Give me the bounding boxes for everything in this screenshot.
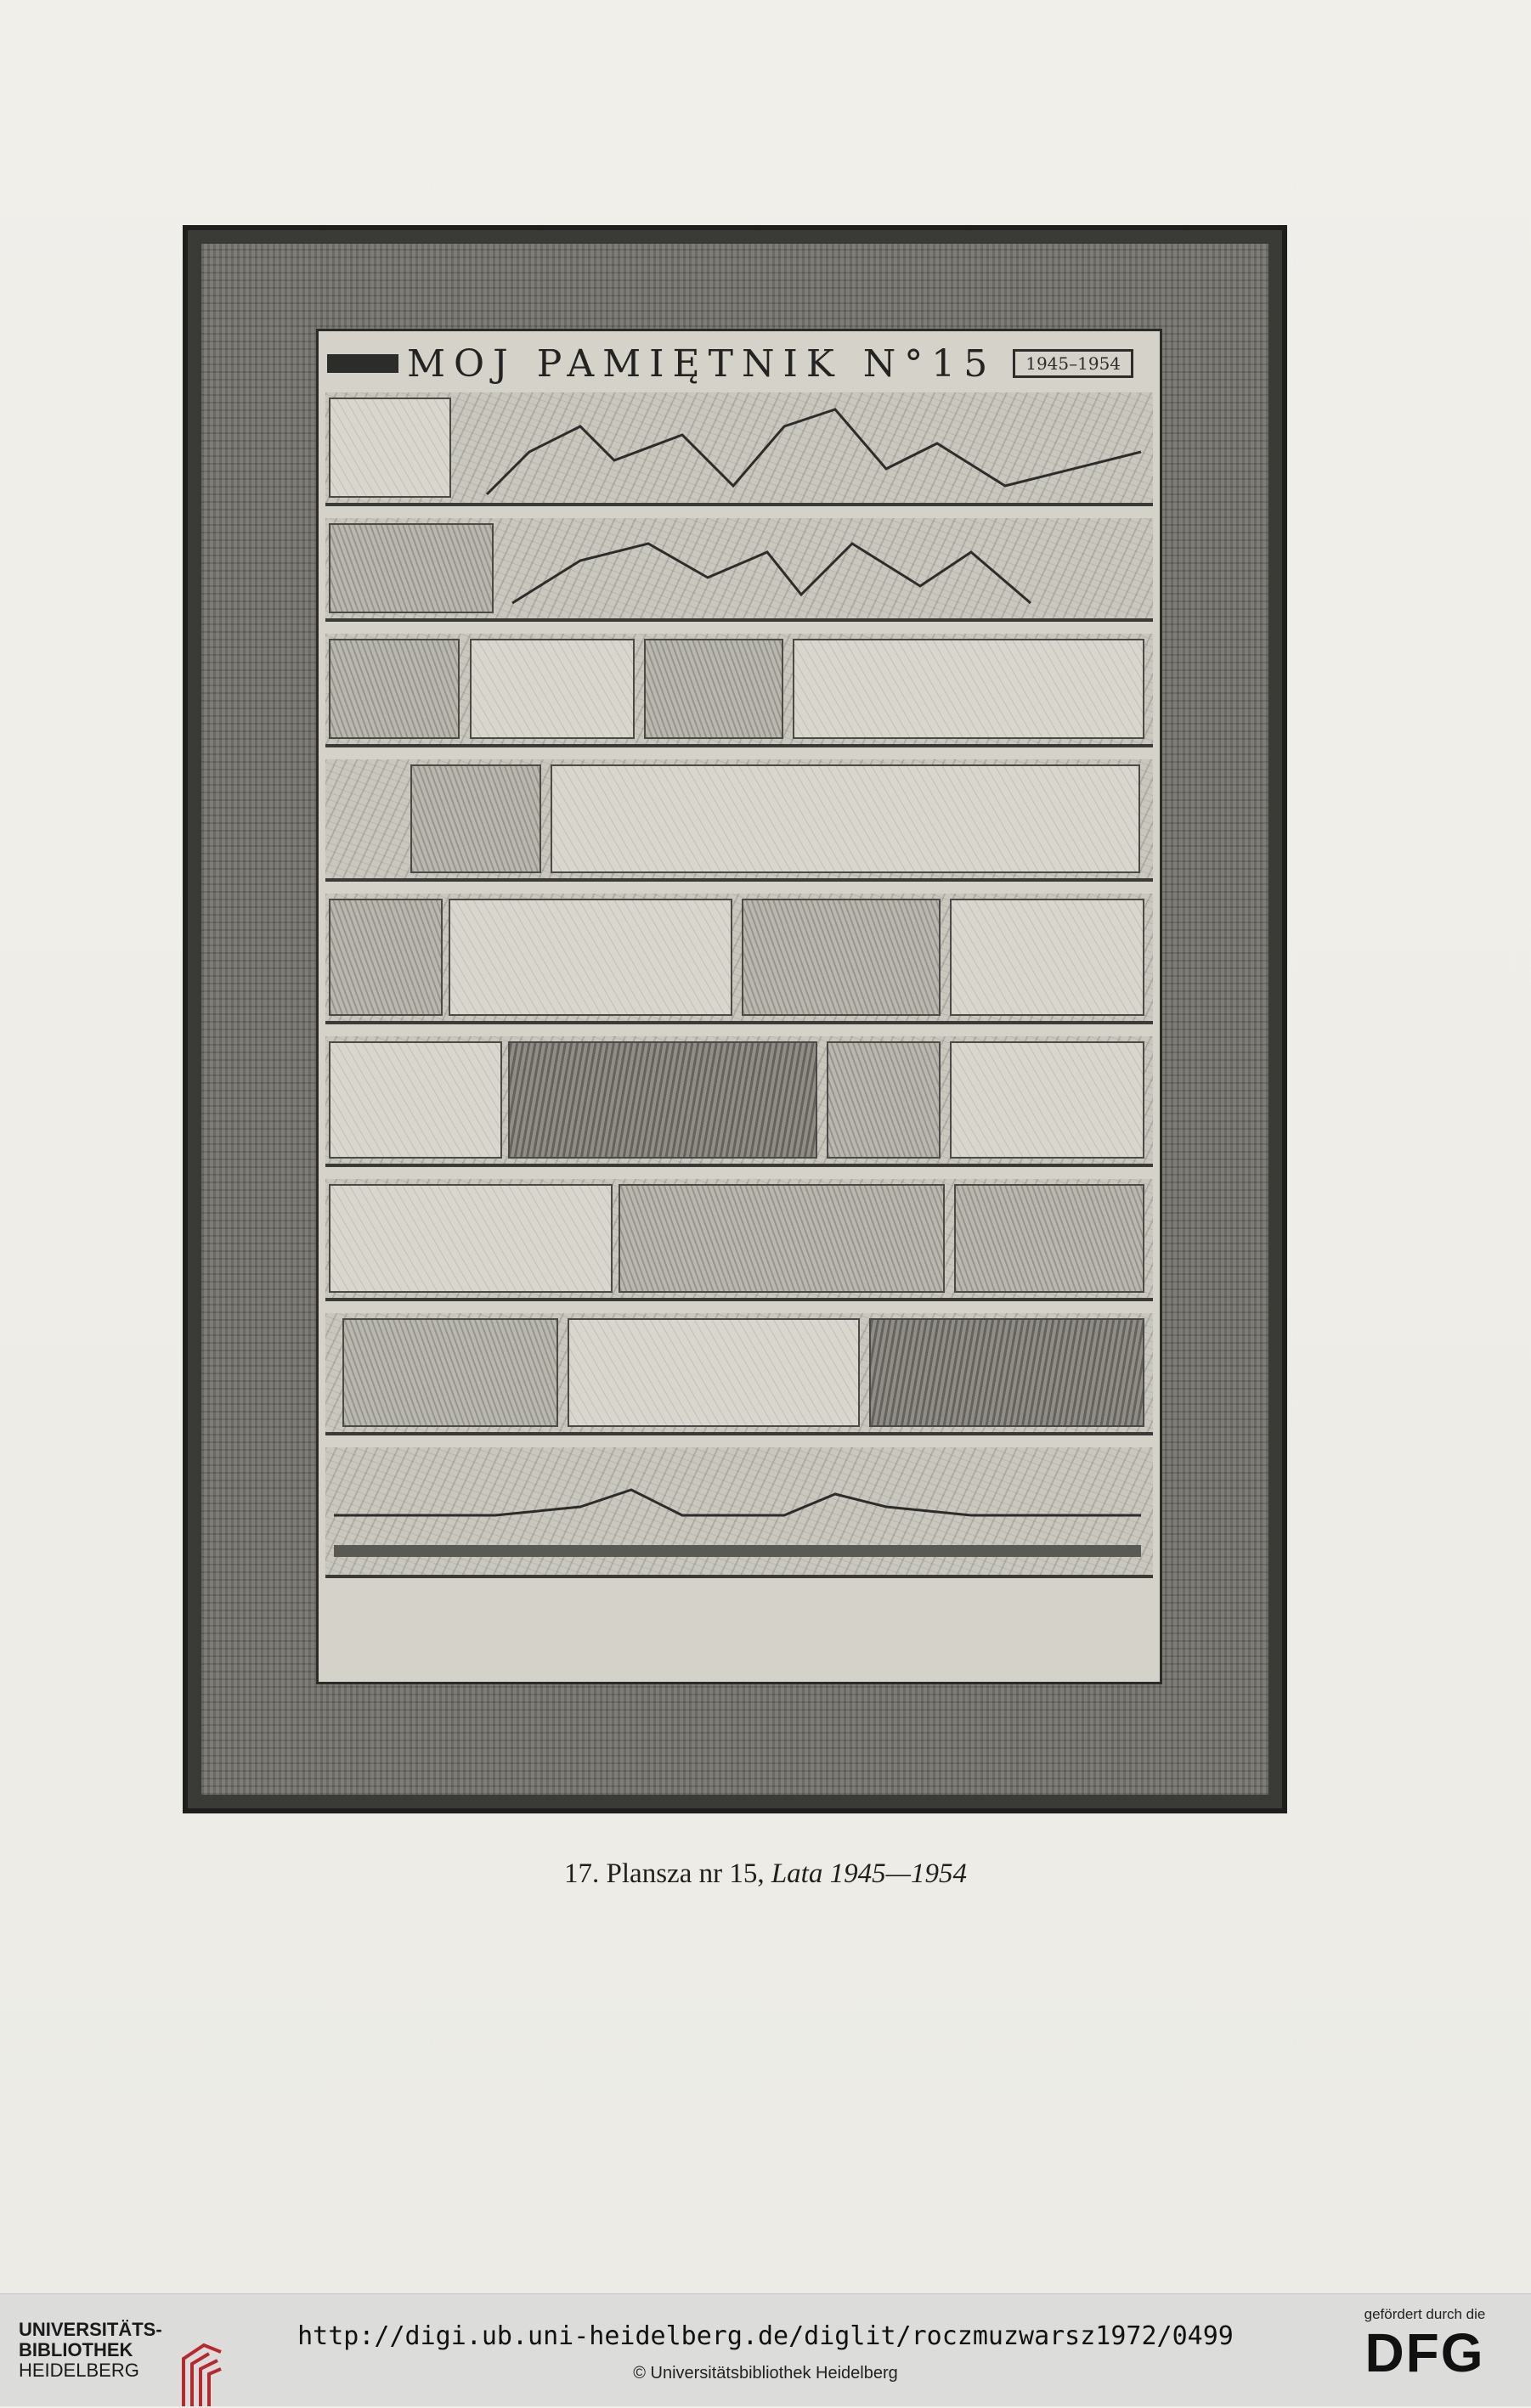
funder-note: gefördert durch die	[1364, 2306, 1486, 2322]
coastline-sketch	[325, 1447, 1153, 1575]
sketch-panel	[329, 639, 460, 739]
sketch-panel	[950, 899, 1144, 1016]
library-name-line2: BIBLIOTHEK	[19, 2339, 133, 2360]
sketch-panel	[827, 1041, 941, 1159]
sketch-strip	[325, 759, 1153, 882]
source-url-link[interactable]: http://digi.ub.uni-heidelberg.de/diglit/roczmuzwarsz1972/0499	[297, 2321, 1234, 2351]
sketch-panel	[568, 1318, 860, 1427]
sketch-strip	[325, 634, 1153, 747]
figure-caption	[0, 1858, 1531, 1890]
copyright-notice: © Universitätsbibliothek Heidelberg	[633, 2364, 898, 2383]
sketch-strip	[325, 392, 1153, 506]
sketch-panel	[742, 899, 941, 1016]
title-bar-decoration	[327, 354, 398, 373]
sketch-strip	[325, 1179, 1153, 1301]
diary-board	[319, 331, 1160, 1682]
sketch-panel	[342, 1318, 558, 1427]
library-name-line1: UNIVERSITÄTS-	[19, 2319, 162, 2340]
board-title-row	[319, 340, 1160, 387]
sketch-strips	[325, 392, 1153, 1590]
sketch-panel	[551, 764, 1140, 873]
sketch-panel	[329, 899, 443, 1016]
sketch-panel	[950, 1041, 1144, 1159]
board-title: MOJ PAMIĘTNIK N°15	[407, 341, 997, 386]
sketch-panel	[329, 1041, 502, 1159]
caption-title: Lata 1945—1954	[771, 1858, 967, 1889]
funder-block	[1344, 2306, 1506, 2383]
sketch-panel	[410, 764, 541, 873]
footer-bar	[0, 2293, 1531, 2406]
dfg-logo: DFG	[1364, 2322, 1485, 2383]
sketch-strip	[325, 1447, 1153, 1578]
sketch-panel	[449, 899, 732, 1016]
sketch-panel	[619, 1184, 945, 1293]
sketch-panel	[508, 1041, 817, 1159]
sketch-panel	[329, 1184, 613, 1293]
library-name-line3: HEIDELBERG	[19, 2360, 139, 2381]
plate-photograph	[183, 225, 1287, 1813]
sketch-strip	[325, 894, 1153, 1024]
sketch-panel	[869, 1318, 1144, 1427]
sketch-strip	[325, 1036, 1153, 1167]
sketch-panel	[793, 639, 1144, 739]
mountain-sketch	[325, 518, 1153, 618]
mountain-sketch	[325, 392, 1153, 503]
sketch-panel	[954, 1184, 1144, 1293]
sketch-panel	[470, 639, 635, 739]
sketch-strip	[325, 518, 1153, 622]
sketch-strip	[325, 1313, 1153, 1435]
sketch-panel	[644, 639, 783, 739]
caption-number: 17. Plansza nr 15,	[564, 1858, 771, 1889]
board-years: 1945–1954	[1013, 349, 1133, 378]
